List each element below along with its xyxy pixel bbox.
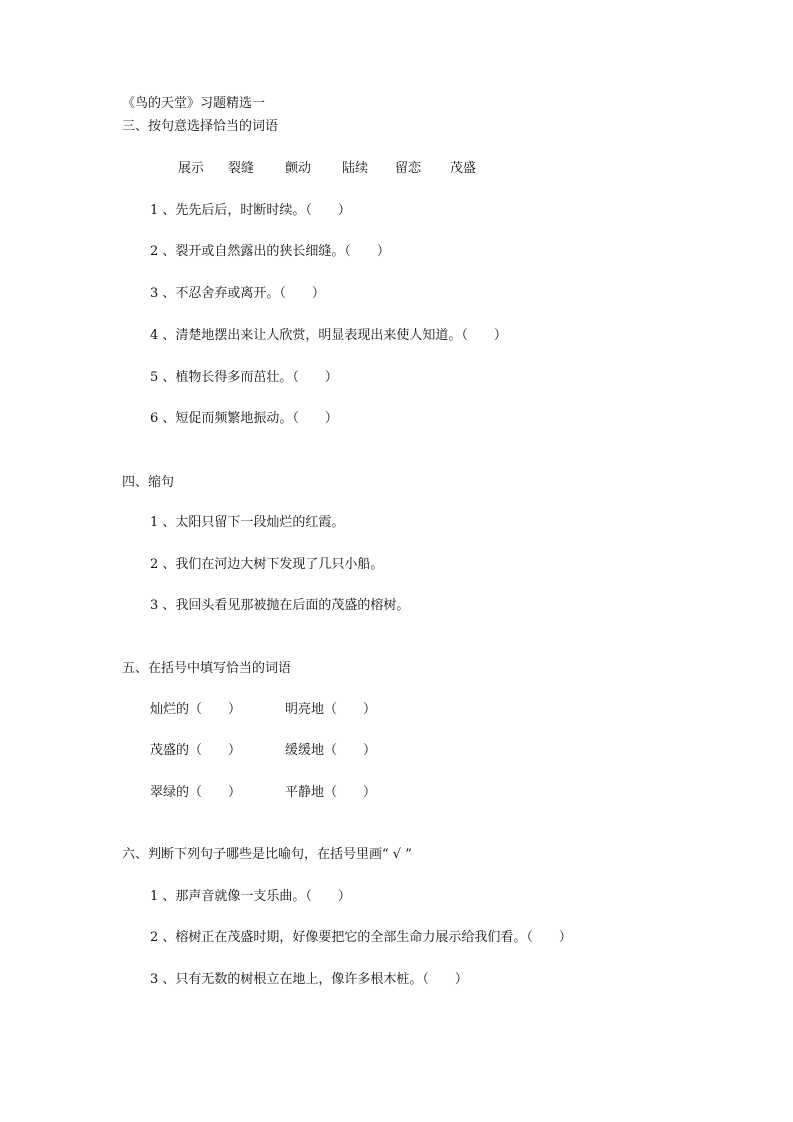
worksheet-title: 《鸟的天堂》习题精选一 (122, 96, 266, 111)
section-6-item: 1 、那声音就像一支乐曲。（ ） (150, 889, 351, 904)
section-4-item: 3 、我回头看见那被抛在后面的茂盛的榕树。 (150, 598, 410, 613)
section-3-item: 3 、不忍舍弃或离开。（ ） (150, 286, 325, 301)
section-6-item: 2 、榕树正在茂盛时期，好像要把它的全部生命力展示给我们看。（ ） (150, 930, 572, 945)
word-bank-item: 裂缝 (228, 161, 255, 176)
word-bank-item: 颤动 (285, 161, 312, 176)
word-bank (178, 161, 498, 179)
fill-blank-left: 灿烂的（ ） (150, 702, 242, 717)
section-5-heading: 五、在括号中填写恰当的词语 (122, 661, 292, 676)
word-bank-item: 展示 (178, 161, 205, 176)
word-bank-item: 留恋 (395, 161, 422, 176)
fill-blank-right: 明亮地（ ） (285, 702, 377, 717)
section-3-heading: 三、按句意选择恰当的词语 (122, 119, 279, 134)
section-4-item: 1 、太阳只留下一段灿烂的红霞。 (150, 515, 345, 530)
word-bank-item: 陆续 (342, 161, 369, 176)
word-bank-item: 茂盛 (450, 161, 477, 176)
fill-blank-left: 茂盛的（ ） (150, 743, 242, 758)
fill-blank-left: 翠绿的（ ） (150, 785, 242, 800)
section-3-item: 4 、清楚地摆出来让人欣赏，明显表现出来使人知道。（ ） (150, 328, 507, 343)
section-4-heading: 四、缩句 (122, 475, 175, 490)
section-6-item: 3 、只有无数的树根立在地上，像许多根木桩。（ ） (150, 972, 468, 987)
section-3-item: 6 、短促而频繁地振动。（ ） (150, 411, 338, 426)
section-6-heading: 六、判断下列句子哪些是比喻句，在括号里画“ √ ” (122, 847, 412, 862)
fill-blank-right: 缓缓地（ ） (285, 743, 377, 758)
fill-blank-right: 平静地（ ） (285, 785, 377, 800)
section-4-item: 2 、我们在河边大树下发现了几只小船。 (150, 557, 384, 572)
section-3-item: 5 、植物长得多而茁壮。（ ） (150, 370, 338, 385)
section-3-item: 1 、先先后后，时断时续。（ ） (150, 203, 351, 218)
section-3-item: 2 、裂开或自然露出的狭长细缝。（ ） (150, 244, 390, 259)
